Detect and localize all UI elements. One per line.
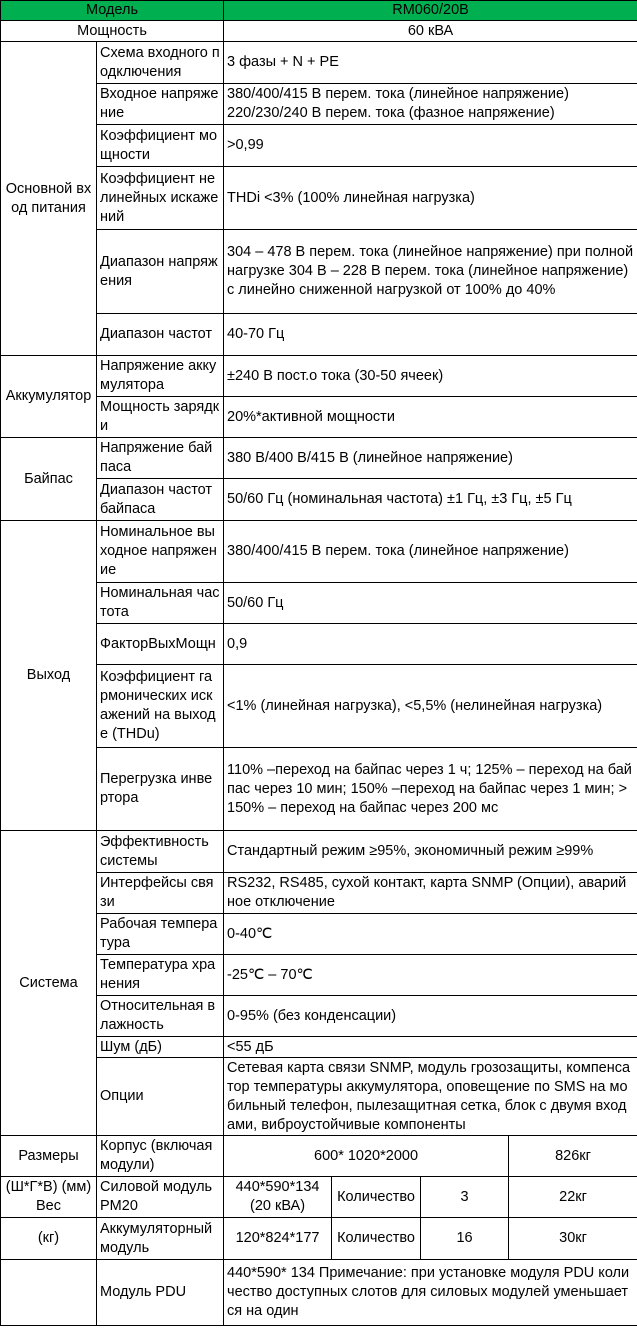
table-row [1, 665, 637, 748]
table-row [1, 167, 637, 230]
param-value: THDi <3% (100% линейная нагрузка) [224, 167, 637, 230]
table-row [1, 1260, 637, 1326]
param-label: Перегрузка инвертора [97, 748, 224, 831]
qty-label: Количество [332, 1218, 421, 1260]
param-label: Мощность зарядки [97, 397, 224, 438]
value-line: 440*590*134 [235, 1179, 320, 1195]
param-label: Диапазон частот [97, 314, 224, 356]
param-value: RS232, RS485, сухой контакт, карта SNMP (Опции), аварийное отключение [224, 873, 637, 914]
dimensions-label: Размеры [1, 1136, 97, 1177]
dimensions-units-label: (Ш*Г*В) (мм) Вес [1, 1177, 97, 1218]
param-label: ФакторВыхМощн [97, 624, 224, 665]
param-label: Аккумуляторный модуль [97, 1218, 224, 1260]
table-row [1, 438, 637, 479]
battery-module-qty: 16 [421, 1218, 509, 1260]
param-label: Интерфейсы связи [97, 873, 224, 914]
table-row [1, 1177, 637, 1218]
table-row [1, 748, 637, 831]
param-label: Шум (дБ) [97, 1037, 224, 1058]
header-row [1, 1, 637, 21]
value-line: 380/400/415 В перем. тока (линейное напряжение) [227, 86, 569, 102]
param-value: <55 дБ [224, 1037, 637, 1058]
param-value: 0-95% (без конденсации) [224, 996, 637, 1037]
table-row [1, 397, 637, 438]
param-value: -25℃ – 70℃ [224, 955, 637, 996]
battery-module-size: 120*824*177 [224, 1218, 332, 1260]
table-row [1, 1218, 637, 1260]
power-module-weight: 22кг [509, 1177, 637, 1218]
param-label: Номинальное выходное напряжение [97, 521, 224, 583]
param-value: 440*590* 134 Примечание: при установке модуля PDU количество доступных слотов для силовых модулей уменьшается на один [224, 1260, 637, 1326]
param-value: Стандартный режим ≥95%, экономичный режим ≥99% [224, 831, 637, 873]
param-value: >0,99 [224, 125, 637, 167]
empty-cell [1, 1260, 97, 1326]
table-row [1, 996, 637, 1037]
param-value: 3 фазы + N + PE [224, 42, 637, 84]
model-value: RM060/20B [224, 1, 637, 21]
param-label: Напряжение байпаса [97, 438, 224, 479]
table-row [1, 583, 637, 624]
group-battery: Аккумулятор [1, 356, 97, 438]
table-row [1, 1037, 637, 1058]
param-value: 110% –переход на байпас через 1 ч; 125% – переход на байпас через 10 мин; 150% –переход на байпас через 1 мин; >150% – переход на байпас через 200 мс [224, 748, 637, 831]
table-row [1, 314, 637, 356]
table-row [1, 873, 637, 914]
table-row [1, 84, 637, 125]
param-label: Опции [97, 1058, 224, 1136]
group-bypass: Байпас [1, 438, 97, 521]
qty-label: Количество [332, 1177, 421, 1218]
table-row [1, 1058, 637, 1136]
dimensions-weight-label: (кг) [1, 1218, 97, 1260]
param-label: Температура хранения [97, 955, 224, 996]
table-row [1, 914, 637, 955]
battery-module-weight: 30кг [509, 1218, 637, 1260]
param-label: Коэффициент гармонических искажений на выходе (THDu) [97, 665, 224, 748]
table-row [1, 42, 637, 84]
param-value: 40-70 Гц [224, 314, 637, 356]
param-label: Схема входного подключения [97, 42, 224, 84]
power-value: 60 кВА [224, 21, 637, 42]
param-value: 380/400/415 В перем. тока (линейное напряжение) [224, 521, 637, 583]
param-label: Относительная влажность [97, 996, 224, 1037]
param-label: Диапазон напряжения [97, 230, 224, 314]
value-line: 220/230/240 В перем. тока (фазное напряжение) [227, 105, 555, 121]
param-value: 50/60 Гц [224, 583, 637, 624]
power-row [1, 21, 637, 42]
table-row [1, 479, 637, 521]
model-label: Модель [1, 1, 224, 21]
param-value: 0-40℃ [224, 914, 637, 955]
power-label: Мощность [1, 21, 224, 42]
power-module-qty: 3 [421, 1177, 509, 1218]
table-row [1, 125, 637, 167]
param-label: Модуль PDU [97, 1260, 224, 1326]
param-label: Диапазон частот байпаса [97, 479, 224, 521]
param-value: 0,9 [224, 624, 637, 665]
table-row [1, 831, 637, 873]
table-row [1, 356, 637, 397]
param-label: Коэффициент нелинейных искажений [97, 167, 224, 230]
table-row [1, 624, 637, 665]
param-value [224, 84, 637, 125]
power-module-size [224, 1177, 332, 1218]
param-label: Рабочая температура [97, 914, 224, 955]
param-value: 50/60 Гц (номинальная частота) ±1 Гц, ±3 Гц, ±5 Гц [224, 479, 637, 521]
param-label: Эффективность системы [97, 831, 224, 873]
param-label: Входное напряжение [97, 84, 224, 125]
param-value: <1% (линейная нагрузка), <5,5% (нелинейная нагрузка) [224, 665, 637, 748]
param-label: Коэффициент мощности [97, 125, 224, 167]
table-row [1, 521, 637, 583]
param-value: 304 – 478 В перем. тока (линейное напряжение) при полной нагрузке 304 В – 228 В перем. тока (линейное напряжение) с линейно сниженной нагрузкой от 100% до 40% [224, 230, 637, 314]
group-system: Система [1, 831, 97, 1136]
cabinet-weight: 826кг [509, 1136, 637, 1177]
value-line: (20 кВА) [250, 1198, 306, 1214]
table-row [1, 230, 637, 314]
param-label: Корпус (включая модули) [97, 1136, 224, 1177]
cabinet-size: 600* 1020*2000 [224, 1136, 509, 1177]
param-label: Номинальная частота [97, 583, 224, 624]
param-value: ±240 В пост.о тока (30-50 ячеек) [224, 356, 637, 397]
param-value: 20%*активной мощности [224, 397, 637, 438]
table-row [1, 955, 637, 996]
param-label: Напряжение аккумулятора [97, 356, 224, 397]
param-value: Сетевая карта связи SNMP, модуль грозозащиты, компенсатор температуры аккумулятора, оповещение по SMS на мобильный телефон, пылезащитная сетка, блок с двумя входами, виброустойчивые компоненты [224, 1058, 637, 1136]
param-label: Силовой модуль PM20 [97, 1177, 224, 1218]
table-row [1, 1136, 637, 1177]
group-output: Выход [1, 521, 97, 831]
group-main-input: Основной вход питания [1, 42, 97, 356]
param-value: 380 В/400 В/415 В (линейное напряжение) [224, 438, 637, 479]
